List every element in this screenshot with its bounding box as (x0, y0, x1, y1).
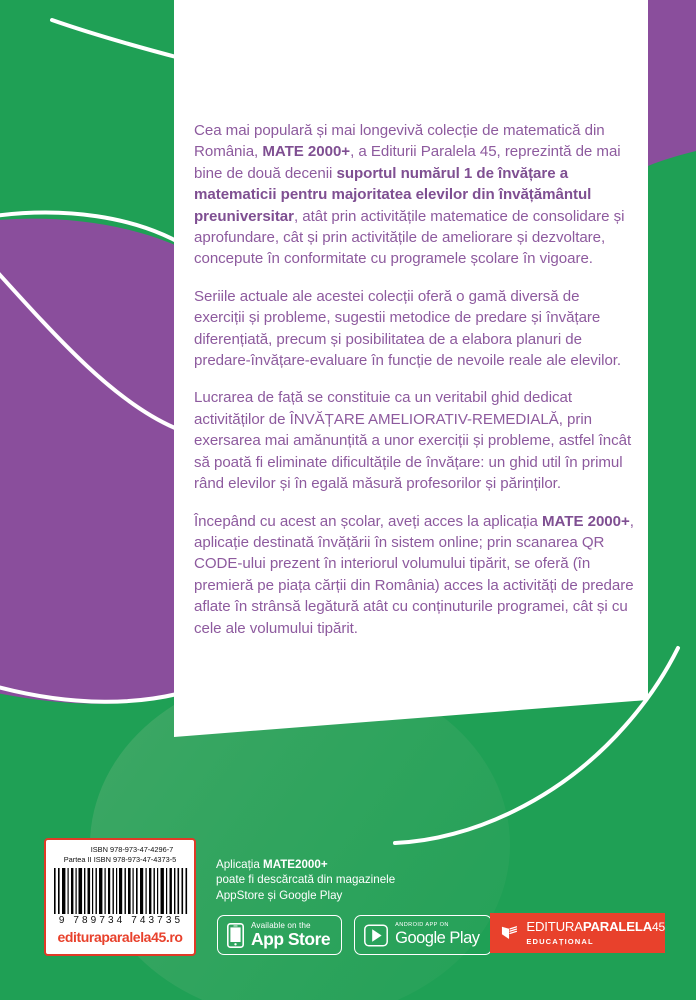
purple-strip-right (648, 0, 696, 166)
appstore-badge-text (251, 922, 330, 949)
isbn-main: ISBN 978-973-47-4296-7 (90, 845, 174, 854)
blurb-emphasis: MATE 2000+ (262, 143, 351, 161)
app-promo-text (216, 857, 395, 903)
appstore-badge-top: Available on the (251, 920, 311, 930)
app-promo-brand: MATE2000+ (263, 858, 328, 871)
appstore-badge[interactable] (217, 915, 342, 955)
publisher-logo-text (526, 920, 665, 946)
iphone-icon (227, 923, 244, 948)
app-promo-line-2: poate fi descărcată din magazinele (216, 873, 396, 887)
publisher-website: edituraparalela45.ro (57, 929, 183, 946)
publisher-logo (490, 913, 665, 953)
app-promo-line-1 (216, 857, 395, 872)
blurb-run: Lucrarea de față se constituie ca un veritabil ghid dedicat activităților de ÎNVĂȚARE AMELIORATIV-REMEDIALĂ, prin exersarea mai amănunțită a unor exerciții și probleme, astfel încât să poată fi eliminate dificultățile de învățare: un ghid util în primul rând elevilor și în egală măsură profesorilor și părinților. (194, 389, 632, 493)
blurb-run: , a Editurii Paralela 45, reprezintă de mai bine de două decenii (194, 143, 621, 182)
play-triangle-icon (364, 923, 388, 948)
barcode-digits: 9 789734 743735 (58, 915, 184, 927)
publisher-word-editura: EDITURA (526, 919, 583, 934)
app-promo-prefix: Aplicația (216, 858, 264, 871)
publisher-logo-name (526, 920, 665, 934)
googleplay-badge-main: Google Play (395, 929, 480, 948)
app-promo-line-3: AppStore și Google Play (216, 888, 343, 902)
publisher-word-paralela: PARALELA (582, 919, 653, 934)
store-badges (217, 915, 492, 955)
googleplay-badge-top: ANDROID APP ON (395, 922, 449, 929)
isbn-barcode-block (44, 838, 196, 956)
blurb-run: Începând cu acest an școlar, aveți acces la aplicația (194, 512, 543, 530)
blurb-emphasis: suportul numărul 1 de învățare a matematicii pentru majoritatea elevilor din învățământul preuniversitar (194, 164, 592, 225)
blurb-run: , aplicație destinată învățării în sistem online; prin scanarea QR CODE-ului prezent în interiorul volumului tipărit, se oferă (în premieră pe piața cărții din România) acces la activități de predare aflate în strânsă legătură atât cu conținuturile programei, cât și cu cele ale volumului tipărit. (194, 512, 634, 637)
white-text-panel-shape (174, 0, 648, 737)
barcode-bars-icon (52, 868, 188, 914)
googleplay-badge[interactable] (354, 915, 491, 955)
blurb-run: Cea mai populară și mai longevivă colecție de matematică din România, (194, 122, 605, 161)
appstore-badge-main: App Store (251, 928, 331, 949)
open-book-icon (501, 921, 517, 945)
isbn-part-two: Partea II ISBN 978-973-47-4373-5 (63, 854, 177, 864)
publisher-number: 45 (652, 920, 665, 934)
publisher-tagline: EDUCAȚIONAL (526, 937, 594, 946)
blurb-run: Seriile actuale ale acestei colecții oferă o gamă diversă de exerciții și probleme, sugestii metodice de predare și învățare diferențiată, precum și posibilitatea de a elabora planuri de predare-învățare-evaluare în funcție de nevoile reale ale elevilor. (194, 287, 622, 370)
blurb-emphasis: MATE 2000+ (542, 512, 630, 530)
googleplay-badge-text (395, 923, 479, 946)
blurb-run: , atât prin activitățile matematice de consolidare și aprofundare, cât și prin activitățile de ameliorare și dezvoltare, concepute în conformitate cu programele școlare în vigoare. (194, 207, 625, 268)
